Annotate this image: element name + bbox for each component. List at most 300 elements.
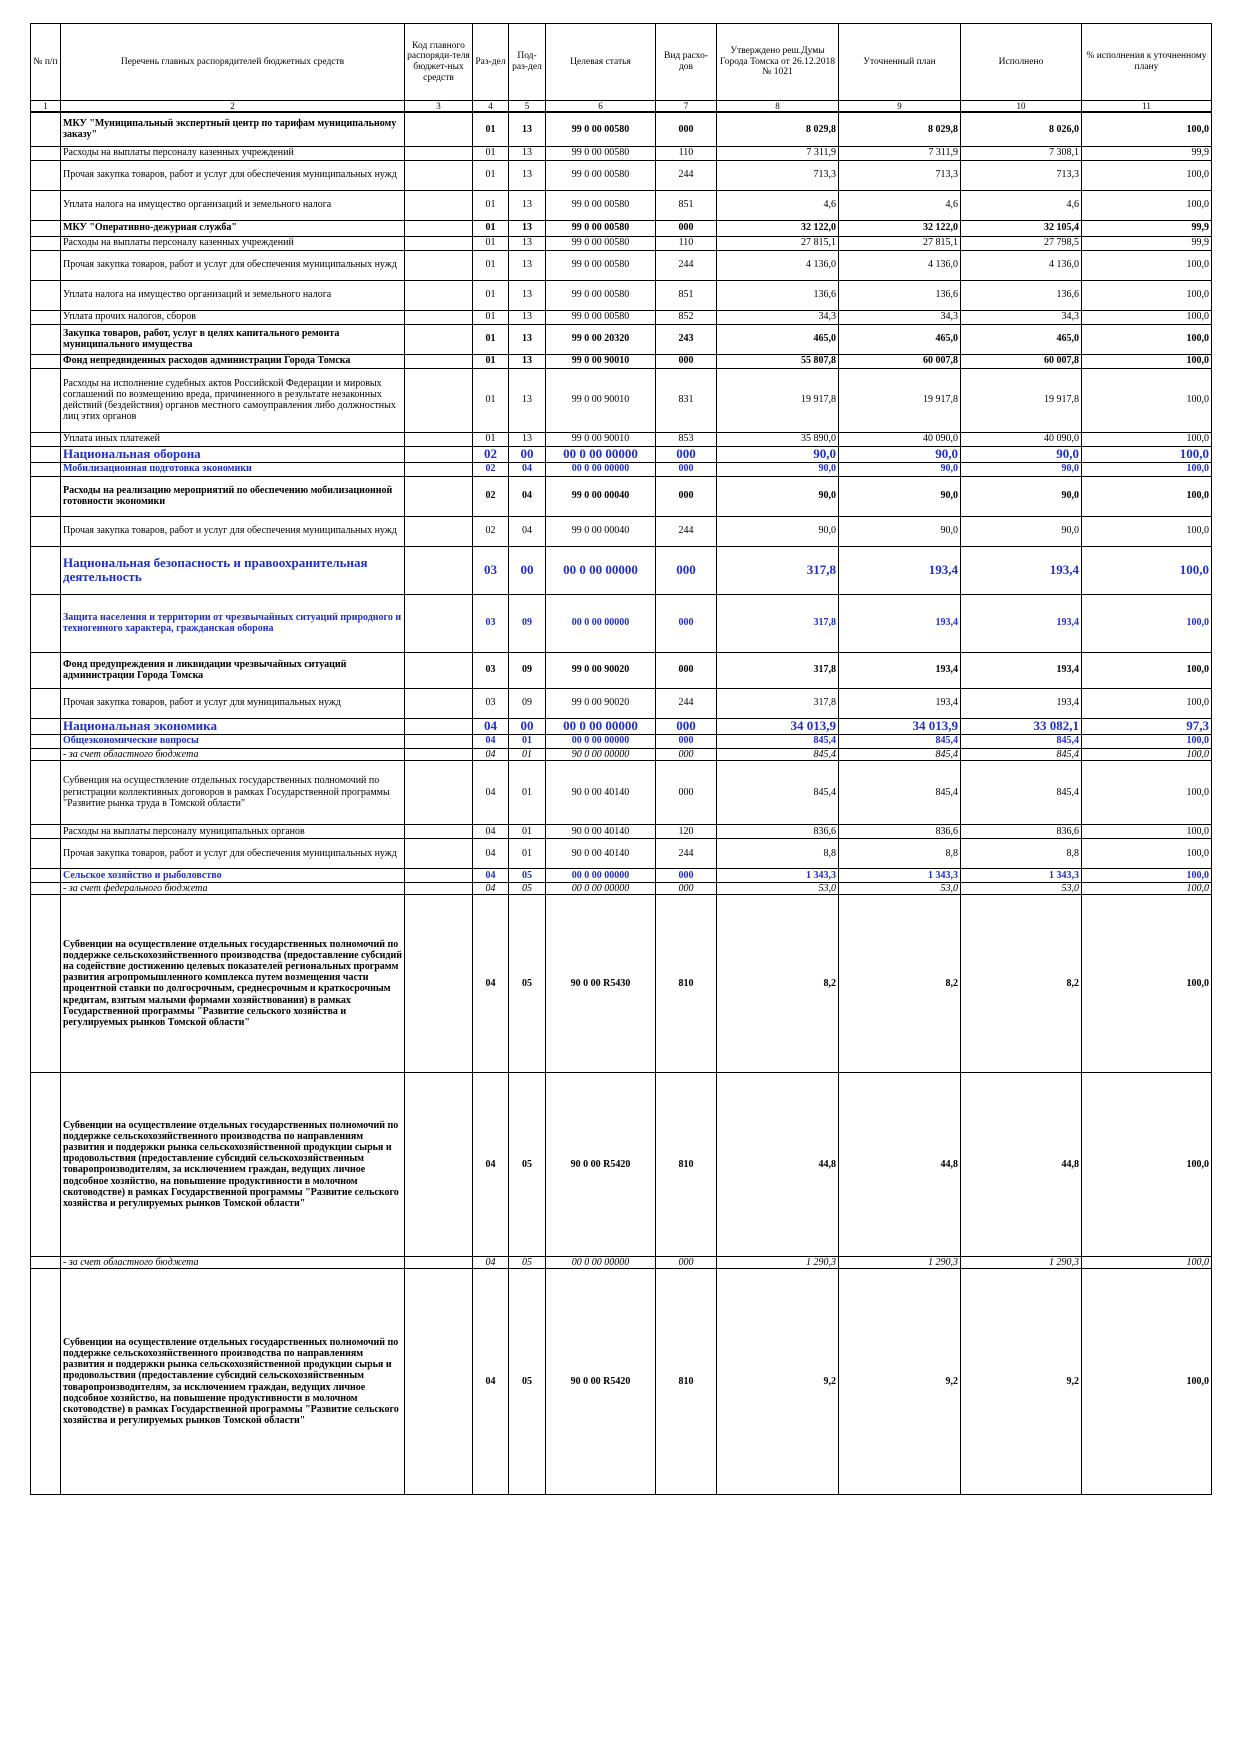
row-number <box>31 236 61 250</box>
row-subsection: 05 <box>509 1256 546 1268</box>
header-code: Код главного распоряди-теля бюджет-ных средств <box>405 24 473 101</box>
row-code <box>405 1072 473 1256</box>
row-executed: 713,3 <box>961 160 1082 190</box>
row-section: 04 <box>473 1256 509 1268</box>
row-approved: 845,4 <box>717 734 839 748</box>
row-name: Расходы на реализацию мероприятий по обеспечению мобилизационной готовности экономики <box>61 476 405 516</box>
row-name: - за счет федерального бюджета <box>61 882 405 894</box>
row-code <box>405 446 473 462</box>
row-expense-type: 000 <box>656 476 717 516</box>
row-percent: 100,0 <box>1082 546 1212 594</box>
row-executed: 90,0 <box>961 462 1082 476</box>
header-section: Раз-дел <box>473 24 509 101</box>
row-approved: 317,8 <box>717 652 839 688</box>
row-number <box>31 1072 61 1256</box>
row-target-article: 99 0 00 00580 <box>546 250 656 280</box>
row-approved: 136,6 <box>717 280 839 310</box>
row-approved: 465,0 <box>717 324 839 354</box>
row-plan: 9,2 <box>839 1269 961 1495</box>
row-target-article: 90 0 00 40140 <box>546 824 656 838</box>
row-approved: 317,8 <box>717 688 839 718</box>
table-row <box>31 1072 1212 1256</box>
row-name: Уплата налога на имущество организаций и земельного налога <box>61 190 405 220</box>
table-row <box>31 446 1212 462</box>
row-expense-type: 851 <box>656 280 717 310</box>
row-expense-type: 244 <box>656 516 717 546</box>
row-name: Национальная оборона <box>61 446 405 462</box>
row-number <box>31 1256 61 1268</box>
row-approved: 34,3 <box>717 310 839 324</box>
row-percent: 100,0 <box>1082 748 1212 760</box>
row-subsection: 13 <box>509 324 546 354</box>
row-number <box>31 160 61 190</box>
row-target-article: 00 0 00 00000 <box>546 446 656 462</box>
table-row <box>31 652 1212 688</box>
row-section: 03 <box>473 546 509 594</box>
row-approved: 27 815,1 <box>717 236 839 250</box>
row-plan: 7 311,9 <box>839 146 961 160</box>
row-name: Уплата налога на имущество организаций и земельного налога <box>61 280 405 310</box>
row-number <box>31 354 61 368</box>
row-expense-type: 810 <box>656 1072 717 1256</box>
row-expense-type: 000 <box>656 652 717 688</box>
row-section: 01 <box>473 220 509 236</box>
row-percent: 100,0 <box>1082 354 1212 368</box>
row-executed: 8,8 <box>961 838 1082 868</box>
row-expense-type: 110 <box>656 236 717 250</box>
row-name: Мобилизационная подготовка экономики <box>61 462 405 476</box>
row-name: Расходы на исполнение судебных актов Российской Федерации и мировых соглашений по возмещению вреда, причиненного в результате незаконных действий (бездействия) органов местного самоуправления либо должностных лиц этих органов <box>61 368 405 432</box>
row-section: 04 <box>473 882 509 894</box>
row-plan: 8,2 <box>839 894 961 1072</box>
table-row <box>31 112 1212 146</box>
table-row <box>31 476 1212 516</box>
row-code <box>405 546 473 594</box>
header-num: № п/п <box>31 24 61 101</box>
row-name: Национальная безопасность и правоохранительная деятельность <box>61 546 405 594</box>
row-number <box>31 280 61 310</box>
row-subsection: 13 <box>509 146 546 160</box>
row-target-article: 00 0 00 00000 <box>546 868 656 882</box>
row-executed: 19 917,8 <box>961 368 1082 432</box>
row-plan: 8 029,8 <box>839 112 961 146</box>
row-subsection: 13 <box>509 160 546 190</box>
row-section: 01 <box>473 324 509 354</box>
row-percent: 100,0 <box>1082 734 1212 748</box>
row-code <box>405 894 473 1072</box>
table-row <box>31 546 1212 594</box>
row-code <box>405 748 473 760</box>
row-code <box>405 824 473 838</box>
row-section: 04 <box>473 838 509 868</box>
col-number: 11 <box>1082 101 1212 113</box>
header-name: Перечень главных распорядителей бюджетных средств <box>61 24 405 101</box>
row-expense-type: 000 <box>656 882 717 894</box>
row-subsection: 09 <box>509 594 546 652</box>
row-approved: 34 013,9 <box>717 718 839 734</box>
row-target-article: 99 0 00 90010 <box>546 432 656 446</box>
row-code <box>405 310 473 324</box>
row-code <box>405 652 473 688</box>
row-number <box>31 324 61 354</box>
row-target-article: 99 0 00 00580 <box>546 310 656 324</box>
row-percent: 100,0 <box>1082 160 1212 190</box>
row-code <box>405 112 473 146</box>
table-row <box>31 748 1212 760</box>
row-section: 03 <box>473 652 509 688</box>
row-executed: 53,0 <box>961 882 1082 894</box>
row-code <box>405 882 473 894</box>
row-executed: 32 105,4 <box>961 220 1082 236</box>
table-row <box>31 882 1212 894</box>
row-name: Субвенции на осуществление отдельных государственных полномочий по поддержке сельскохозяйственного производства (предоставление субсидий на содействие достижению целевых показателей региональных программ развития агропромышленного комплекса путем возмещения части процентной ставки по долгосрочным, среднесрочным и краткосрочным кредитам, взятым малыми формами хозяйствования) в рамках Государственной программы "Развитие сельского хозяйства и регулируемых рынков Томской области" <box>61 894 405 1072</box>
header-target: Целевая статья <box>546 24 656 101</box>
row-name: Субвенции на осуществление отдельных государственных полномочий по поддержке сельскохозяйственного производства по направлениям развития и поддержки рынка сельскохозяйственной продукции сырья и продовольствия (предоставление субсидий сельскохозяйственным товаропроизводителям, за исключением граждан, ведущих личное подсобное хозяйство, на повышение продуктивности в молочном скотоводстве) в рамках Государственной программы "Развитие сельского хозяйства и регулируемых рынков Томской области" <box>61 1072 405 1256</box>
row-plan: 60 007,8 <box>839 354 961 368</box>
row-number <box>31 594 61 652</box>
row-code <box>405 868 473 882</box>
row-executed: 34,3 <box>961 310 1082 324</box>
row-executed: 33 082,1 <box>961 718 1082 734</box>
row-percent: 100,0 <box>1082 516 1212 546</box>
budget-body <box>31 112 1212 1495</box>
table-row <box>31 894 1212 1072</box>
row-approved: 35 890,0 <box>717 432 839 446</box>
row-approved: 44,8 <box>717 1072 839 1256</box>
row-expense-type: 810 <box>656 894 717 1072</box>
row-expense-type: 000 <box>656 112 717 146</box>
table-row <box>31 310 1212 324</box>
row-approved: 55 807,8 <box>717 354 839 368</box>
row-target-article: 99 0 00 00580 <box>546 146 656 160</box>
row-target-article: 99 0 00 00580 <box>546 236 656 250</box>
row-subsection: 05 <box>509 868 546 882</box>
row-section: 04 <box>473 760 509 824</box>
row-plan: 34 013,9 <box>839 718 961 734</box>
row-name: Прочая закупка товаров, работ и услуг для обеспечения муниципальных нужд <box>61 250 405 280</box>
row-approved: 1 290,3 <box>717 1256 839 1268</box>
row-percent: 100,0 <box>1082 112 1212 146</box>
row-executed: 90,0 <box>961 446 1082 462</box>
row-expense-type: 110 <box>656 146 717 160</box>
row-plan: 90,0 <box>839 476 961 516</box>
row-code <box>405 368 473 432</box>
col-number: 5 <box>509 101 546 113</box>
row-number <box>31 868 61 882</box>
row-name: Сельское хозяйство и рыболовство <box>61 868 405 882</box>
row-approved: 90,0 <box>717 476 839 516</box>
row-subsection: 13 <box>509 190 546 220</box>
row-executed: 836,6 <box>961 824 1082 838</box>
row-target-article: 00 0 00 00000 <box>546 1256 656 1268</box>
table-row <box>31 516 1212 546</box>
row-percent: 100,0 <box>1082 594 1212 652</box>
budget-table <box>30 23 1212 1495</box>
row-approved: 53,0 <box>717 882 839 894</box>
row-approved: 32 122,0 <box>717 220 839 236</box>
row-approved: 7 311,9 <box>717 146 839 160</box>
row-target-article: 00 0 00 00000 <box>546 594 656 652</box>
row-section: 01 <box>473 112 509 146</box>
header-plan: Уточненный план <box>839 24 961 101</box>
row-plan: 44,8 <box>839 1072 961 1256</box>
table-row <box>31 354 1212 368</box>
row-subsection: 00 <box>509 718 546 734</box>
row-target-article: 99 0 00 00580 <box>546 112 656 146</box>
row-expense-type: 000 <box>656 734 717 748</box>
row-section: 01 <box>473 368 509 432</box>
row-code <box>405 516 473 546</box>
col-number: 1 <box>31 101 61 113</box>
row-executed: 193,4 <box>961 546 1082 594</box>
col-number: 9 <box>839 101 961 113</box>
table-row <box>31 236 1212 250</box>
row-executed: 1 343,3 <box>961 868 1082 882</box>
row-subsection: 13 <box>509 220 546 236</box>
row-plan: 8,8 <box>839 838 961 868</box>
col-number: 10 <box>961 101 1082 113</box>
row-subsection: 04 <box>509 462 546 476</box>
row-number <box>31 190 61 220</box>
row-percent: 100,0 <box>1082 652 1212 688</box>
row-section: 04 <box>473 1072 509 1256</box>
row-target-article: 99 0 00 00040 <box>546 476 656 516</box>
row-subsection: 05 <box>509 882 546 894</box>
row-name: Прочая закупка товаров, работ и услуг для муниципальных нужд <box>61 688 405 718</box>
table-row <box>31 868 1212 882</box>
table-row <box>31 462 1212 476</box>
header-exp-type: Вид расхо-дов <box>656 24 717 101</box>
row-section: 01 <box>473 160 509 190</box>
row-target-article: 99 0 00 20320 <box>546 324 656 354</box>
row-executed: 193,4 <box>961 652 1082 688</box>
row-section: 01 <box>473 190 509 220</box>
row-plan: 19 917,8 <box>839 368 961 432</box>
header-subsection: Под-раз-дел <box>509 24 546 101</box>
row-executed: 90,0 <box>961 516 1082 546</box>
header-approved: Утверждено реш.Думы Города Томска от 26.12.2018 № 1021 <box>717 24 839 101</box>
row-name: Расходы на выплаты персоналу казенных учреждений <box>61 236 405 250</box>
row-plan: 1 290,3 <box>839 1256 961 1268</box>
row-target-article: 90 0 00 40140 <box>546 760 656 824</box>
row-code <box>405 432 473 446</box>
row-code <box>405 1269 473 1495</box>
row-number <box>31 250 61 280</box>
row-number <box>31 368 61 432</box>
row-code <box>405 594 473 652</box>
table-row <box>31 280 1212 310</box>
row-plan: 4,6 <box>839 190 961 220</box>
col-number: 3 <box>405 101 473 113</box>
row-percent: 100,0 <box>1082 882 1212 894</box>
row-percent: 100,0 <box>1082 824 1212 838</box>
row-subsection: 01 <box>509 734 546 748</box>
row-expense-type: 853 <box>656 432 717 446</box>
row-expense-type: 000 <box>656 1256 717 1268</box>
row-plan: 32 122,0 <box>839 220 961 236</box>
row-executed: 40 090,0 <box>961 432 1082 446</box>
row-number <box>31 146 61 160</box>
row-percent: 100,0 <box>1082 368 1212 432</box>
table-row <box>31 146 1212 160</box>
row-name: Уплата иных платежей <box>61 432 405 446</box>
row-subsection: 13 <box>509 432 546 446</box>
row-executed: 193,4 <box>961 594 1082 652</box>
row-target-article: 99 0 00 90020 <box>546 652 656 688</box>
row-plan: 193,4 <box>839 688 961 718</box>
row-name: Субвенция на осуществление отдельных государственных полномочий по регистрации коллективных договоров в рамках Государственной программы "Развитие рынка труда в Томской области" <box>61 760 405 824</box>
row-code <box>405 190 473 220</box>
row-subsection: 01 <box>509 760 546 824</box>
row-name: МКУ "Оперативно-дежурная служба" <box>61 220 405 236</box>
row-subsection: 04 <box>509 476 546 516</box>
row-number <box>31 310 61 324</box>
row-target-article: 99 0 00 90020 <box>546 688 656 718</box>
row-name: Уплата прочих налогов, сборов <box>61 310 405 324</box>
row-code <box>405 250 473 280</box>
row-percent: 100,0 <box>1082 1072 1212 1256</box>
row-expense-type: 000 <box>656 594 717 652</box>
row-approved: 8,2 <box>717 894 839 1072</box>
col-number: 4 <box>473 101 509 113</box>
row-code <box>405 760 473 824</box>
row-name: МКУ "Муниципальный экспертный центр по тарифам муниципальному заказу" <box>61 112 405 146</box>
row-percent: 100,0 <box>1082 838 1212 868</box>
row-executed: 136,6 <box>961 280 1082 310</box>
row-target-article: 00 0 00 00000 <box>546 462 656 476</box>
row-name: Прочая закупка товаров, работ и услуг для обеспечения муниципальных нужд <box>61 160 405 190</box>
row-plan: 4 136,0 <box>839 250 961 280</box>
row-executed: 465,0 <box>961 324 1082 354</box>
row-section: 04 <box>473 718 509 734</box>
row-approved: 9,2 <box>717 1269 839 1495</box>
row-code <box>405 734 473 748</box>
row-plan: 90,0 <box>839 446 961 462</box>
row-target-article: 99 0 00 90010 <box>546 368 656 432</box>
row-approved: 845,4 <box>717 760 839 824</box>
row-approved: 317,8 <box>717 594 839 652</box>
row-expense-type: 810 <box>656 1269 717 1495</box>
row-code <box>405 354 473 368</box>
row-approved: 4 136,0 <box>717 250 839 280</box>
row-name: Расходы на выплаты персоналу муниципальных органов <box>61 824 405 838</box>
row-section: 04 <box>473 734 509 748</box>
row-target-article: 99 0 00 00580 <box>546 160 656 190</box>
row-target-article: 00 0 00 00000 <box>546 882 656 894</box>
table-row <box>31 734 1212 748</box>
table-row <box>31 838 1212 868</box>
row-code <box>405 838 473 868</box>
row-target-article: 90 0 00 R5420 <box>546 1269 656 1495</box>
row-approved: 8 029,8 <box>717 112 839 146</box>
table-row <box>31 1256 1212 1268</box>
table-row <box>31 220 1212 236</box>
row-section: 01 <box>473 432 509 446</box>
row-percent: 100,0 <box>1082 446 1212 462</box>
row-code <box>405 160 473 190</box>
row-expense-type: 000 <box>656 748 717 760</box>
row-target-article: 99 0 00 90010 <box>546 354 656 368</box>
row-plan: 40 090,0 <box>839 432 961 446</box>
header-executed: Исполнено <box>961 24 1082 101</box>
col-number: 2 <box>61 101 405 113</box>
row-number <box>31 718 61 734</box>
row-name: Субвенции на осуществление отдельных государственных полномочий по поддержке сельскохозяйственного производства по направлениям развития и поддержки рынка сельскохозяйственной продукции сырья и продовольствия (предоставление субсидий сельскохозяйственным товаропроизводителям, за исключением граждан, ведущих личное подсобное хозяйство, на повышение продуктивности в молочном скотоводстве) в рамках Государственной программы "Развитие сельского хозяйства и регулируемых рынков Томской области" <box>61 1269 405 1495</box>
row-section: 01 <box>473 236 509 250</box>
row-percent: 100,0 <box>1082 894 1212 1072</box>
row-approved: 90,0 <box>717 462 839 476</box>
row-code <box>405 236 473 250</box>
row-code <box>405 280 473 310</box>
row-percent: 100,0 <box>1082 190 1212 220</box>
row-executed: 9,2 <box>961 1269 1082 1495</box>
row-number <box>31 824 61 838</box>
row-plan: 845,4 <box>839 734 961 748</box>
row-expense-type: 120 <box>656 824 717 838</box>
row-name: - за счет областного бюджета <box>61 1256 405 1268</box>
row-subsection: 13 <box>509 236 546 250</box>
row-expense-type: 851 <box>656 190 717 220</box>
row-name: Фонд предупреждения и ликвидации чрезвычайных ситуаций администрации Города Томска <box>61 652 405 688</box>
row-name: Расходы на выплаты персоналу казенных учреждений <box>61 146 405 160</box>
row-number <box>31 734 61 748</box>
row-target-article: 99 0 00 00580 <box>546 220 656 236</box>
row-code <box>405 476 473 516</box>
row-target-article: 90 0 00 00000 <box>546 748 656 760</box>
row-executed: 4,6 <box>961 190 1082 220</box>
col-number: 6 <box>546 101 656 113</box>
row-percent: 100,0 <box>1082 280 1212 310</box>
row-code <box>405 1256 473 1268</box>
row-expense-type: 243 <box>656 324 717 354</box>
row-expense-type: 244 <box>656 838 717 868</box>
row-percent: 100,0 <box>1082 1269 1212 1495</box>
row-subsection: 13 <box>509 112 546 146</box>
row-approved: 8,8 <box>717 838 839 868</box>
row-subsection: 04 <box>509 516 546 546</box>
row-expense-type: 000 <box>656 354 717 368</box>
header-numbers-row <box>31 101 1212 113</box>
table-row <box>31 688 1212 718</box>
row-section: 02 <box>473 462 509 476</box>
header-row <box>31 24 1212 101</box>
row-section: 01 <box>473 146 509 160</box>
row-number <box>31 838 61 868</box>
row-section: 04 <box>473 748 509 760</box>
row-approved: 317,8 <box>717 546 839 594</box>
row-number <box>31 112 61 146</box>
row-plan: 465,0 <box>839 324 961 354</box>
row-section: 03 <box>473 594 509 652</box>
row-number <box>31 652 61 688</box>
row-subsection: 01 <box>509 748 546 760</box>
row-subsection: 13 <box>509 280 546 310</box>
row-percent: 99,9 <box>1082 236 1212 250</box>
row-subsection: 13 <box>509 354 546 368</box>
row-section: 04 <box>473 1269 509 1495</box>
row-subsection: 00 <box>509 446 546 462</box>
header-percent: % исполнения к уточненному плану <box>1082 24 1212 101</box>
row-section: 02 <box>473 476 509 516</box>
row-approved: 19 917,8 <box>717 368 839 432</box>
row-subsection: 09 <box>509 652 546 688</box>
row-plan: 90,0 <box>839 462 961 476</box>
row-plan: 27 815,1 <box>839 236 961 250</box>
row-expense-type: 000 <box>656 718 717 734</box>
row-target-article: 99 0 00 00580 <box>546 190 656 220</box>
row-number <box>31 688 61 718</box>
row-target-article: 90 0 00 R5430 <box>546 894 656 1072</box>
